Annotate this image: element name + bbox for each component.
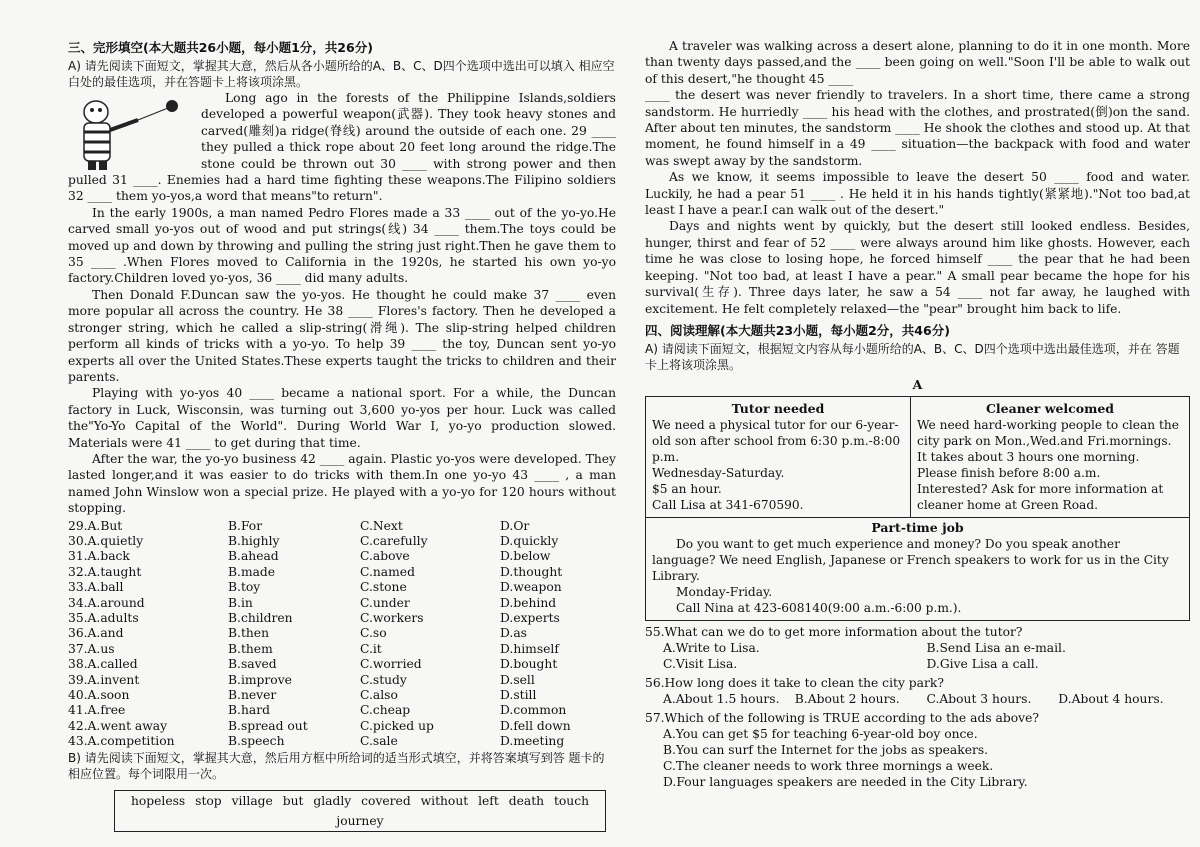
option-39b[interactable]: B.improve <box>228 672 292 687</box>
desert-paragraph-1: A traveler was walking across a desert alone, planning to do it in one month. More than twenty days passed,and the ____ been going on well."Soon I'll be able to walk out of this desert,"he thought 45 ____ <box>645 39 1190 86</box>
option-37d[interactable]: D.himself <box>500 641 559 656</box>
section4-title: 四、阅读理解(本大题共23小题，每小题2分，共46分) <box>645 322 950 338</box>
left-column <box>68 38 616 832</box>
option-33d[interactable]: D.weapon <box>500 580 562 595</box>
option-34b[interactable]: B.in <box>228 595 253 610</box>
job-ad <box>646 518 1189 620</box>
question-56 <box>645 675 1190 707</box>
option-43d[interactable]: D.meeting <box>500 734 565 749</box>
option-38a[interactable]: 38.A.called <box>68 657 138 672</box>
option-29d[interactable]: D.Or <box>500 518 530 533</box>
tutor-line: We need a physical tutor for our 6-year-old son after school from 6:30 p.m.-8:00 p.m. <box>652 417 901 464</box>
option-32d[interactable]: D.thought <box>500 564 563 579</box>
tutor-ad-title: Tutor needed <box>731 400 825 416</box>
desert-paragraph-4: Days and nights went by quickly, but the desert still looked endless. Besides, hunger, thirst and fear of 52 ____ were always around him like ghosts. However, each time he was close to losing hope, he forced himself ____ the pear that he had been keeping. "Not too bad, at least I have a pear." A small pear became the hope for his survival(生存). Three days later, he saw a 54 ____ not far away, he laughed with excitement. He felt completely relaxed—the "pear" brought him back to life. <box>645 219 1190 316</box>
cleaner-line: We need hard-working people to clean the city park on Mon.,Wed.and Fri.mornings. <box>917 417 1179 448</box>
option-34a[interactable]: 34.A.around <box>68 595 145 610</box>
option-36c[interactable]: C.so <box>360 626 387 641</box>
answer-57d[interactable]: D.Four languages speakers are needed in the City Library. <box>663 774 1028 789</box>
answer-57c[interactable]: C.The cleaner needs to work three mornings a week. <box>663 758 994 773</box>
answer-56b[interactable]: B.About 2 hours. <box>794 691 900 706</box>
question-stem: 57.Which of the following is TRUE according to the ads above? <box>645 710 1039 725</box>
option-29c[interactable]: C.Next <box>360 518 403 533</box>
answer-56a[interactable]: A.About 1.5 hours. <box>663 691 780 706</box>
option-32b[interactable]: B.made <box>228 564 276 579</box>
partB-instruction: B) 请先阅读下面短文，掌握其大意，然后用方框中所给词的适当形式填空，并将答案填写到答 题卡的相应位置。每个词限用一次。 <box>68 750 605 781</box>
question-55 <box>645 624 1190 672</box>
option-42c[interactable]: C.picked up <box>360 718 434 733</box>
option-42b[interactable]: B.spread out <box>228 718 308 733</box>
job-ad-title: Part-time job <box>871 519 964 535</box>
option-29b[interactable]: B.For <box>228 518 263 533</box>
option-35a[interactable]: 35.A.adults <box>68 611 139 625</box>
answer-55c[interactable]: C.Visit Lisa. <box>663 656 738 671</box>
tutor-line: $5 an hour. <box>652 481 722 496</box>
question-57 <box>645 710 1190 790</box>
ads-table <box>645 396 1190 621</box>
answer-55d[interactable]: D.Give Lisa a call. <box>926 656 1039 671</box>
cleaner-line: Interested? Ask for more information at cleaner home at Green Road. <box>917 481 1164 512</box>
option-34c[interactable]: C.under <box>360 595 410 610</box>
passage-paragraph-4: Playing with yo-yos 40 ____ became a national sport. For a while, the Duncan factory in Luck, Wisconsin, was turning out 3,600 yo-yos per hour. Luck was called the"Yo-Yo Capital of the World". During World War I, yo-yo production slowed. Materials were 41 ____ to get during that time. <box>68 386 616 450</box>
answer-57b[interactable]: B.You can surf the Internet for the jobs as speakers. <box>663 742 989 757</box>
option-38c[interactable]: C.worried <box>360 657 422 672</box>
option-33a[interactable]: 33.A.ball <box>68 580 124 595</box>
desert-paragraph-2: ____ the desert was never friendly to travelers. In a short time, there came a strong sandstorm. He hurriedly ____ his head with the clothes, and prostrated(倒)on the sand. After about ten minutes, the sandstorm ____ He shook the clothes and stood up. At that moment, he found himself in a 49 ____ situation—the backpack with food and water was swept away by the sandstorm. <box>645 88 1190 168</box>
option-38d[interactable]: D.bought <box>500 657 558 672</box>
option-33b[interactable]: B.toy <box>228 580 261 595</box>
cleaner-ad-title: Cleaner welcomed <box>985 400 1115 416</box>
option-43c[interactable]: C.sale <box>360 734 398 749</box>
option-35d[interactable]: D.experts <box>500 611 560 625</box>
passage-paragraph-3: Then Donald F.Duncan saw the yo-yos. He thought he could make 37 ____ even more popular all across the country. He 38 ____ Flores's factory. Then he developed a stronger string, which he called a slip-string(滑绳). The slip-string helped children perform all kinds of tricks with a yo-yo. To help 39 ____ the toy, Duncan sent yo-yo experts all over the United States.These experts taught the tricks to children and their parents. <box>68 287 616 384</box>
option-43b[interactable]: B.speech <box>228 734 285 749</box>
option-36a[interactable]: 36.A.and <box>68 626 124 641</box>
option-32c[interactable]: C.named <box>360 564 415 579</box>
option-41a[interactable]: 41.A.free <box>68 703 126 718</box>
yoyo-boy-illustration <box>68 92 193 172</box>
option-40c[interactable]: C.also <box>360 688 398 703</box>
passage-paragraph-5: After the war, the yo-yo business 42 ____ again. Plastic yo-yos were developed. They lasted longer,and it was easier to do tricks with them.In one yo-yo 43 ____ , a man named John Winslow won a special prize. He played with a yo-yo for 120 hours without stopping. <box>68 451 616 516</box>
option-30a[interactable]: 30.A.quietly <box>68 533 144 548</box>
option-42d[interactable]: D.fell down <box>500 718 571 733</box>
desert-paragraph-3: As we know, it seems impossible to leave the desert 50 ____ food and water. Luckily, he had a pear 51 ____ . He held it in his hands tightly(紧紧地)."Not too bad,at least I have a pear.I can walk out of the desert." <box>645 170 1190 218</box>
option-32a[interactable]: 32.A.taught <box>68 564 142 579</box>
question-stem: 56.How long does it take to clean the city park? <box>645 675 944 690</box>
answer-56d[interactable]: D.About 4 hours. <box>1058 691 1164 706</box>
question-stem: 55.What can we do to get more information about the tutor? <box>645 624 1023 639</box>
option-40a[interactable]: 40.A.soon <box>68 688 130 703</box>
section3-title: 三、完形填空(本大题共26小题，每小题1分，共26分) <box>68 40 373 55</box>
cleaner-line: It takes about 3 hours one morning. <box>917 449 1140 464</box>
answer-55a[interactable]: A.Write to Lisa. <box>663 640 760 655</box>
option-39d[interactable]: D.sell <box>500 672 535 687</box>
option-29a[interactable]: 29.A.But <box>68 518 123 533</box>
section4-instruction: A) 请阅读下面短文，根据短文内容从每小题所给的A、B、C、D四个选项中选出最佳选项，并在 答题卡上将该项涂黑。 <box>645 341 1180 372</box>
tutor-line: Wednesday-Saturday. <box>652 465 785 480</box>
option-37a[interactable]: 37.A.us <box>68 641 115 656</box>
option-38b[interactable]: B.saved <box>228 657 277 672</box>
job-line: Do you want to get much experience and money? Do you speak another language? We need English, Japanese or French speakers to work for us in the City Library. <box>652 536 1169 583</box>
answer-56c[interactable]: C.About 3 hours. <box>926 691 1032 706</box>
option-37b[interactable]: B.them <box>228 641 273 656</box>
passage-label: A <box>912 376 923 392</box>
option-39c[interactable]: C.study <box>360 672 407 687</box>
option-30c[interactable]: C.carefully <box>360 533 428 548</box>
option-40d[interactable]: D.still <box>500 688 537 703</box>
tutor-ad <box>646 397 911 517</box>
option-31d[interactable]: D.below <box>500 549 551 564</box>
option-30d[interactable]: D.quickly <box>500 533 559 548</box>
option-33c[interactable]: C.stone <box>360 580 407 595</box>
option-35c[interactable]: C.workers <box>360 611 424 625</box>
option-31c[interactable]: C.above <box>360 549 410 564</box>
option-41c[interactable]: C.cheap <box>360 703 411 718</box>
passage-paragraph-1: Long ago in the forests of the Philippine Islands,soldiers developed a powerful weapon(武器). They took heavy stones and carved(雕刻)a ridge(脊线) around the outside of each one. 29 ____ they pulled a thick rope about 20 feet long around the ridge.The stone could be thrown out 30 ____ with strong power and then pulled 31 ____. Enemies had a hard time fighting these weapons.The Filipino soldiers 32 ____ them yo-yos,a word that means"to return". <box>68 91 616 204</box>
option-36b[interactable]: B.then <box>228 626 270 641</box>
option-41b[interactable]: B.hard <box>228 703 270 718</box>
job-line: Call Nina at 423-608140(9:00 a.m.-6:00 p.m.). <box>676 600 962 615</box>
option-34d[interactable]: D.behind <box>500 595 557 610</box>
job-line: Monday-Friday. <box>676 584 773 599</box>
partA-instruction: A) 请先阅读下面短文，掌握其大意，然后从各小题所给的A、B、C、D四个选项中选出可以填入 相应空白处的最佳选项，并在答题卡上将该项涂黑。 <box>68 59 615 89</box>
option-43a[interactable]: 43.A.competition <box>68 734 175 749</box>
word-box: hopeless stop village but gladly covered without left death touch journey <box>114 790 606 832</box>
right-column <box>645 38 1190 790</box>
option-31b[interactable]: B.ahead <box>228 549 279 564</box>
cleaner-line: Please finish before 8:00 a.m. <box>917 465 1101 480</box>
option-39a[interactable]: 39.A.invent <box>68 672 140 687</box>
option-42a[interactable]: 42.A.went away <box>68 718 168 733</box>
passage-paragraph-2: In the early 1900s, a man named Pedro Flores made a 33 ____ out of the yo-yo.He carved small yo-yos out of wood and put strings(线) 34 ____ them.The toys could be moved up and down by throwing and pulling the string just right.Then he gave them to 35 ____ .When Flores moved to California in the 1920s, he started his own yo-yo factory.Children loved yo-yos, 36 ____ did many adults. <box>68 205 616 286</box>
option-30b[interactable]: B.highly <box>228 533 280 548</box>
answer-57a[interactable]: A.You can get $5 for teaching 6-year-old boy once. <box>663 726 978 741</box>
option-35b[interactable]: B.children <box>228 611 293 625</box>
option-37c[interactable]: C.it <box>360 641 382 656</box>
tutor-line: Call Lisa at 341-670590. <box>652 497 804 512</box>
answer-55b[interactable]: B.Send Lisa an e-mail. <box>926 640 1066 655</box>
option-36d[interactable]: D.as <box>500 626 527 641</box>
option-41d[interactable]: D.common <box>500 703 567 718</box>
option-40b[interactable]: B.never <box>228 688 277 703</box>
cleaner-ad <box>911 397 1189 517</box>
cloze-options <box>68 519 616 750</box>
option-31a[interactable]: 31.A.back <box>68 549 130 564</box>
